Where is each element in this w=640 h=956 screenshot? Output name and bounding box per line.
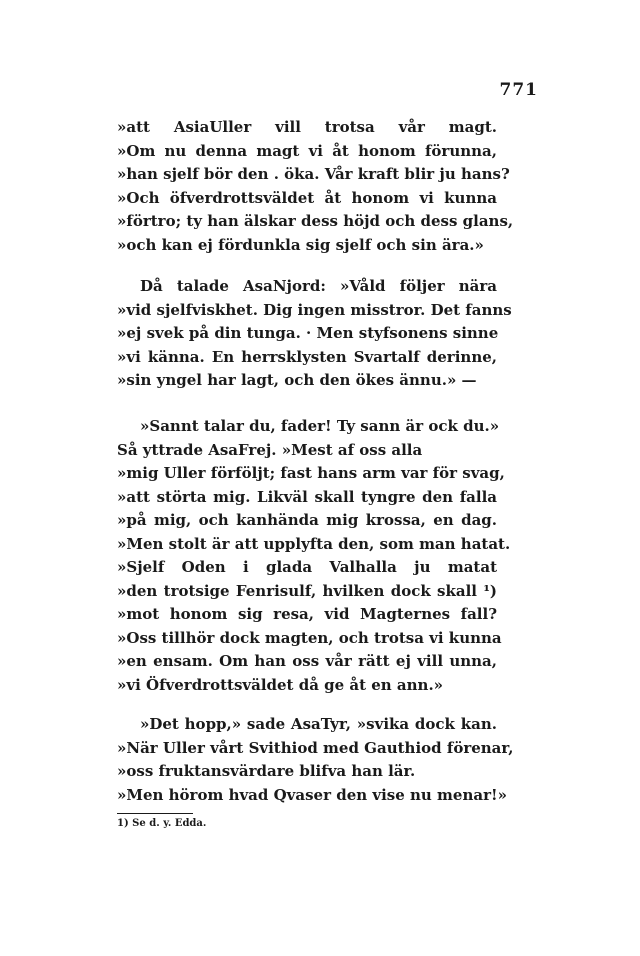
- stanza-1: [117, 116, 514, 257]
- verse-line: »vid sjelfviskhet. Dig ingen misstror. Det fanns: [117, 300, 512, 319]
- footnote-divider: [117, 813, 193, 814]
- verse-line: »ej svek på din tunga. · Men styfsonens sinne: [117, 324, 499, 342]
- verse-line: »När Uller vårt Svithiod med Gauthiod förenar,: [117, 738, 514, 757]
- verse-line: »sin yngel har lagt, och den ökes ännu.» —: [117, 371, 477, 389]
- verse-line: »att AsiaUller vill trotsa vår magt.: [117, 118, 497, 136]
- verse-line: »Oss tillhör dock magten, och trotsa vi kunna: [117, 628, 502, 647]
- verse-line: »förtro; ty han älskar dess höjd och dess glans,: [117, 212, 514, 230]
- verse-line: »Det hopp,» sade AsaTyr, »svika dock kan.: [140, 715, 497, 733]
- verse-line: »Men stolt är att upplyfta den, som man hatat.: [117, 534, 511, 553]
- verse-line: »Sannt talar du, fader! Ty sann är ock du.»: [140, 417, 500, 435]
- verse-line: »en ensam. Om han oss vår rätt ej vill unna,: [117, 652, 497, 670]
- verse-line: »att störta mig. Likväl skall tyngre den falla: [117, 487, 497, 506]
- verse-line: »på mig, och kanhända mig krossa, en dag.: [117, 511, 497, 529]
- verse-line: »mot honom sig resa, vid Magternes fall?: [117, 605, 497, 623]
- verse-line: »vi känna. En herrsklysten Svartalf derinne,: [117, 347, 497, 366]
- stanza-2: [117, 275, 512, 393]
- verse-line: »mig Uller förföljt; fast hans arm var för svag,: [117, 464, 505, 482]
- footnote: 1) Se d. y. Edda.: [117, 818, 207, 829]
- verse-line: Så yttrade AsaFrej. »Mest af oss alla: [117, 440, 423, 459]
- verse-line: »och kan ej fördunkla sig sjelf och sin ära.»: [117, 235, 484, 254]
- verse-line: »den trotsige Fenrisulf, hvilken dock skall ¹): [117, 581, 497, 600]
- verse-line: »oss fruktansvärdare blifva han lär.: [117, 762, 416, 780]
- page-number: 771: [499, 80, 538, 100]
- stanza-4: [117, 713, 514, 807]
- verse-line: »Men hörom hvad Qvaser den vise nu menar!»: [117, 785, 507, 804]
- verse-line: »Sjelf Oden i glada Valhalla ju matat: [117, 558, 497, 576]
- verse-line: »Och öfverdrottsväldet åt honom vi kunna: [117, 188, 497, 207]
- stanza-3: [117, 415, 511, 697]
- verse-line: Då talade AsaNjord: »Våld följer nära: [140, 277, 497, 295]
- verse-line: »han sjelf bör den . öka. Vår kraft blir ju hans?: [117, 165, 510, 183]
- verse-line: »Om nu denna magt vi åt honom förunna,: [117, 141, 497, 160]
- verse-line: »vi Öfverdrottsväldet då ge åt en ann.»: [117, 675, 444, 694]
